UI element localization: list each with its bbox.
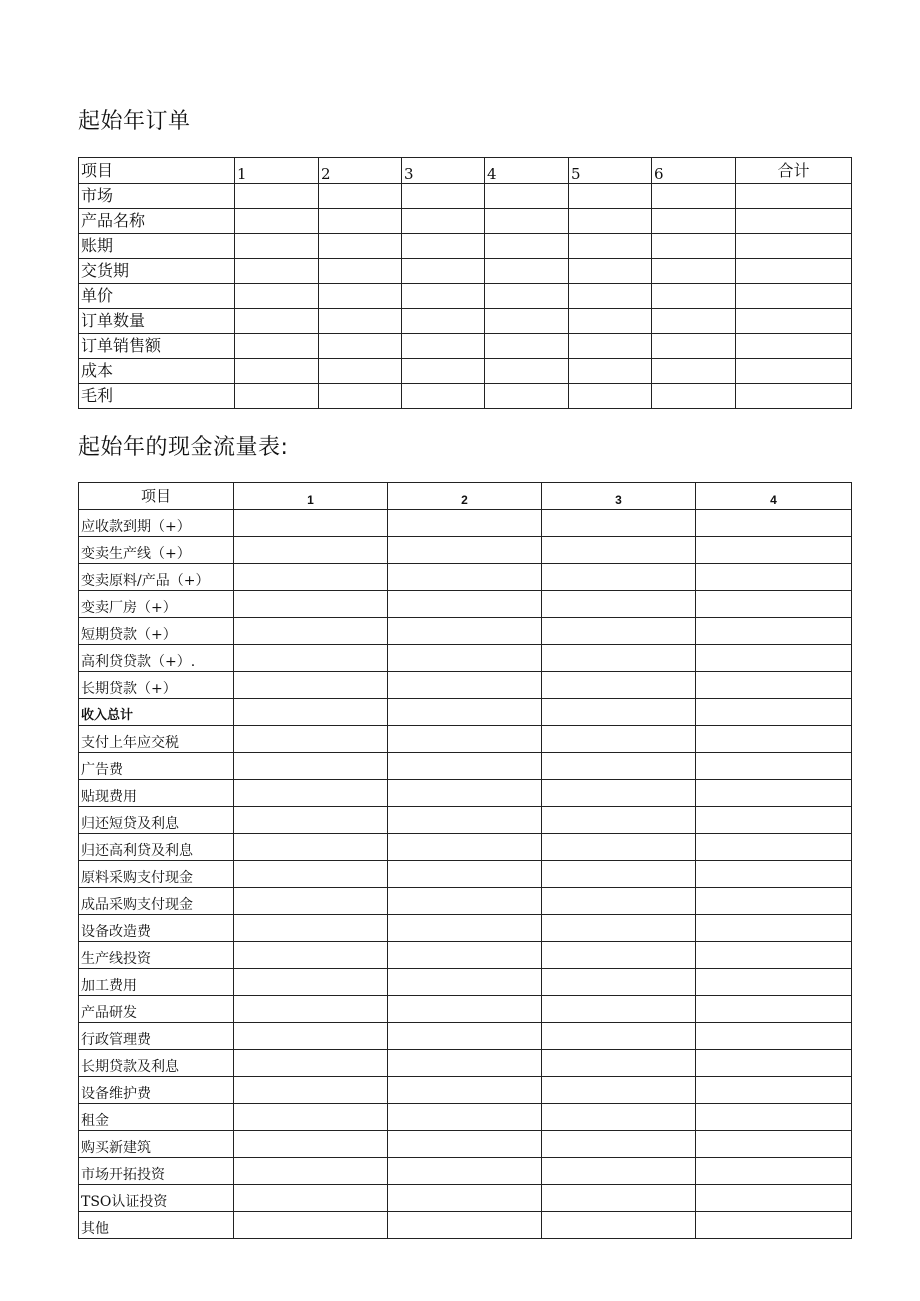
cash-row	[79, 672, 852, 699]
cash-cell[interactable]	[696, 510, 852, 537]
cash-cell[interactable]	[388, 969, 542, 996]
cash-cell[interactable]	[542, 996, 696, 1023]
cash-cell[interactable]	[388, 780, 542, 807]
cash-cell[interactable]	[542, 888, 696, 915]
cash-row	[79, 780, 852, 807]
cash-cell[interactable]	[542, 1212, 696, 1239]
order-row-label: 交货期	[79, 259, 235, 284]
order-cell[interactable]	[652, 359, 736, 384]
cash-cell[interactable]	[542, 618, 696, 645]
order-cell[interactable]	[652, 209, 736, 234]
order-row	[79, 184, 852, 209]
cash-cell[interactable]	[234, 618, 388, 645]
cash-row	[79, 591, 852, 618]
order-header-col-1: 1	[235, 158, 319, 184]
cash-row-label: 成品采购支付现金	[79, 888, 234, 915]
order-cell[interactable]	[736, 334, 852, 359]
order-cell[interactable]	[569, 284, 652, 309]
cash-cell[interactable]	[388, 1212, 542, 1239]
order-cell[interactable]	[319, 309, 402, 334]
order-cell[interactable]	[235, 309, 319, 334]
order-cell[interactable]	[402, 209, 485, 234]
cash-cell[interactable]	[234, 591, 388, 618]
order-cell[interactable]	[485, 384, 569, 409]
cash-row	[79, 618, 852, 645]
cash-row	[79, 1050, 852, 1077]
cash-cell[interactable]	[388, 591, 542, 618]
order-cell[interactable]	[319, 234, 402, 259]
cash-cell[interactable]	[542, 834, 696, 861]
cash-flow-table	[78, 482, 852, 1239]
order-cell[interactable]	[485, 334, 569, 359]
cash-cell[interactable]	[388, 510, 542, 537]
cash-cell[interactable]	[234, 1158, 388, 1185]
cash-row-label: 原料采购支付现金	[79, 861, 234, 888]
cash-row-label: 设备改造费	[79, 915, 234, 942]
order-header-col-2: 2	[319, 158, 402, 184]
cash-cell[interactable]	[388, 537, 542, 564]
cash-cell[interactable]	[542, 672, 696, 699]
cash-cell[interactable]	[388, 1131, 542, 1158]
cash-cell[interactable]	[542, 1050, 696, 1077]
cash-row	[79, 537, 852, 564]
order-row-label: 账期	[79, 234, 235, 259]
cash-header-row	[79, 483, 852, 510]
cash-row-label: 生产线投资	[79, 942, 234, 969]
cash-cell[interactable]	[234, 942, 388, 969]
cash-row	[79, 753, 852, 780]
order-cell[interactable]	[235, 384, 319, 409]
cash-cell[interactable]	[696, 537, 852, 564]
order-section-title: 起始年订单	[78, 109, 191, 134]
order-cell[interactable]	[652, 284, 736, 309]
cash-cell[interactable]	[696, 1023, 852, 1050]
cash-cell[interactable]	[388, 726, 542, 753]
cash-cell[interactable]	[542, 1185, 696, 1212]
cash-header-col-1: 1	[234, 483, 388, 510]
cash-cell[interactable]	[696, 672, 852, 699]
order-cell[interactable]	[319, 259, 402, 284]
cash-cell[interactable]	[696, 834, 852, 861]
cash-cell[interactable]	[542, 915, 696, 942]
cash-cell[interactable]	[388, 645, 542, 672]
cash-row-label: 短期贷款（+）	[79, 618, 234, 645]
order-cell[interactable]	[736, 359, 852, 384]
cash-cell[interactable]	[542, 1077, 696, 1104]
cash-cell[interactable]	[542, 942, 696, 969]
cash-row-label: 市场开拓投资	[79, 1158, 234, 1185]
order-cell[interactable]	[736, 384, 852, 409]
cash-row	[79, 1131, 852, 1158]
order-cell[interactable]	[736, 259, 852, 284]
cash-cell[interactable]	[234, 807, 388, 834]
order-cell[interactable]	[235, 209, 319, 234]
order-cell[interactable]	[485, 359, 569, 384]
cash-row	[79, 996, 852, 1023]
cash-cell[interactable]	[696, 1077, 852, 1104]
cash-row-label: 高利贷贷款（+）.	[79, 645, 234, 672]
order-cell[interactable]	[485, 184, 569, 209]
order-row-label: 毛利	[79, 384, 235, 409]
cash-row	[79, 888, 852, 915]
cash-header-item: 项目	[79, 483, 234, 510]
cash-cell[interactable]	[542, 1158, 696, 1185]
order-cell[interactable]	[402, 309, 485, 334]
cash-cell[interactable]	[696, 618, 852, 645]
order-cell[interactable]	[485, 259, 569, 284]
order-row	[79, 259, 852, 284]
cash-cell[interactable]	[542, 753, 696, 780]
cash-row	[79, 510, 852, 537]
cash-cell[interactable]	[234, 537, 388, 564]
cash-cell[interactable]	[388, 834, 542, 861]
cash-cell[interactable]	[696, 726, 852, 753]
cash-cell[interactable]	[234, 969, 388, 996]
order-row-label: 订单数量	[79, 309, 235, 334]
cash-row-label: TSO认证投资	[79, 1185, 234, 1212]
cash-cell[interactable]	[388, 1077, 542, 1104]
cash-cell[interactable]	[234, 645, 388, 672]
order-cell[interactable]	[235, 284, 319, 309]
cash-cell[interactable]	[542, 780, 696, 807]
order-cell[interactable]	[569, 209, 652, 234]
cash-row-label: 行政管理费	[79, 1023, 234, 1050]
cash-cell[interactable]	[388, 699, 542, 726]
cash-cell[interactable]	[542, 510, 696, 537]
cash-cell[interactable]	[234, 888, 388, 915]
order-table	[78, 157, 852, 409]
order-cell[interactable]	[485, 309, 569, 334]
cash-row	[79, 861, 852, 888]
cash-cell[interactable]	[234, 1023, 388, 1050]
cash-row-label: 应收款到期（+）	[79, 510, 234, 537]
cash-cell[interactable]	[696, 1185, 852, 1212]
cash-cell[interactable]	[542, 807, 696, 834]
order-cell[interactable]	[319, 284, 402, 309]
order-cell[interactable]	[569, 259, 652, 284]
order-cell[interactable]	[235, 184, 319, 209]
cash-row	[79, 969, 852, 996]
cash-cell[interactable]	[542, 726, 696, 753]
cash-row-label: 变卖厂房（+）	[79, 591, 234, 618]
cash-cell[interactable]	[696, 942, 852, 969]
order-row	[79, 359, 852, 384]
cash-row	[79, 834, 852, 861]
order-cell[interactable]	[319, 334, 402, 359]
order-cell[interactable]	[319, 184, 402, 209]
cash-cell[interactable]	[696, 1131, 852, 1158]
cash-cell[interactable]	[542, 564, 696, 591]
cash-cell[interactable]	[696, 1212, 852, 1239]
cash-cell[interactable]	[696, 564, 852, 591]
cash-cell[interactable]	[696, 1104, 852, 1131]
cash-cell[interactable]	[696, 915, 852, 942]
order-cell[interactable]	[319, 384, 402, 409]
order-cell[interactable]	[736, 234, 852, 259]
cash-cell[interactable]	[234, 699, 388, 726]
cash-row-label: 设备维护费	[79, 1077, 234, 1104]
order-header-col-3: 3	[402, 158, 485, 184]
order-row-label: 单价	[79, 284, 235, 309]
cash-cell[interactable]	[234, 996, 388, 1023]
cash-cell[interactable]	[696, 753, 852, 780]
cash-row	[79, 1077, 852, 1104]
cash-cell[interactable]	[388, 753, 542, 780]
cash-cell[interactable]	[388, 942, 542, 969]
order-header-col-4: 4	[485, 158, 569, 184]
cash-cell[interactable]	[542, 537, 696, 564]
cash-row-label: 长期贷款（+）	[79, 672, 234, 699]
cash-row	[79, 1023, 852, 1050]
order-header-col-5: 5	[569, 158, 652, 184]
cash-row	[79, 645, 852, 672]
order-cell[interactable]	[485, 209, 569, 234]
order-cell[interactable]	[652, 234, 736, 259]
cash-cell[interactable]	[696, 888, 852, 915]
cash-row	[79, 564, 852, 591]
order-row	[79, 234, 852, 259]
cash-cell[interactable]	[234, 510, 388, 537]
cash-cell[interactable]	[542, 969, 696, 996]
cash-row-label: 长期贷款及利息	[79, 1050, 234, 1077]
order-row-label: 订单销售额	[79, 334, 235, 359]
cash-cell[interactable]	[388, 1104, 542, 1131]
cash-cell[interactable]	[388, 1185, 542, 1212]
cash-row-label: 归还短贷及利息	[79, 807, 234, 834]
cash-row	[79, 1212, 852, 1239]
cash-cell[interactable]	[388, 1050, 542, 1077]
order-row	[79, 309, 852, 334]
cash-row	[79, 1104, 852, 1131]
order-header-item: 项目	[79, 158, 235, 184]
cash-row	[79, 1158, 852, 1185]
cash-cell[interactable]	[696, 780, 852, 807]
order-header-total: 合计	[736, 158, 852, 184]
order-row	[79, 334, 852, 359]
order-cell[interactable]	[569, 334, 652, 359]
cash-cell[interactable]	[234, 915, 388, 942]
cash-row-label: 租金	[79, 1104, 234, 1131]
order-cell[interactable]	[736, 284, 852, 309]
order-cell[interactable]	[235, 334, 319, 359]
cash-row-label: 支付上年应交税	[79, 726, 234, 753]
cash-cell[interactable]	[542, 1131, 696, 1158]
order-cell[interactable]	[652, 309, 736, 334]
order-cell[interactable]	[485, 284, 569, 309]
cash-cell[interactable]	[542, 591, 696, 618]
cash-cell[interactable]	[234, 780, 388, 807]
order-row	[79, 284, 852, 309]
cash-cell[interactable]	[234, 1185, 388, 1212]
cash-cell[interactable]	[696, 861, 852, 888]
cash-header-col-3: 3	[542, 483, 696, 510]
cash-cell[interactable]	[542, 645, 696, 672]
cash-cell[interactable]	[234, 1104, 388, 1131]
order-cell[interactable]	[402, 234, 485, 259]
order-row	[79, 209, 852, 234]
order-cell[interactable]	[569, 359, 652, 384]
cash-cell[interactable]	[388, 861, 542, 888]
cash-cell[interactable]	[696, 591, 852, 618]
order-cell[interactable]	[569, 234, 652, 259]
cash-row-label: 收入总计	[79, 699, 234, 726]
cash-cell[interactable]	[542, 1104, 696, 1131]
cash-cell[interactable]	[696, 996, 852, 1023]
cash-row-label: 归还高利贷及利息	[79, 834, 234, 861]
order-cell[interactable]	[652, 384, 736, 409]
order-cell[interactable]	[235, 359, 319, 384]
cash-cell[interactable]	[696, 1158, 852, 1185]
order-cell[interactable]	[736, 309, 852, 334]
cash-cell[interactable]	[234, 726, 388, 753]
order-cell[interactable]	[319, 209, 402, 234]
order-row-label: 市场	[79, 184, 235, 209]
cash-cell[interactable]	[234, 1212, 388, 1239]
cash-section-title: 起始年的现金流量表:	[78, 435, 289, 460]
cash-cell[interactable]	[234, 564, 388, 591]
order-cell[interactable]	[485, 234, 569, 259]
cash-row-label: 产品研发	[79, 996, 234, 1023]
cash-cell[interactable]	[542, 861, 696, 888]
cash-cell[interactable]	[696, 645, 852, 672]
order-cell[interactable]	[569, 184, 652, 209]
cash-cell[interactable]	[542, 1023, 696, 1050]
cash-row-label: 加工费用	[79, 969, 234, 996]
cash-cell[interactable]	[542, 699, 696, 726]
cash-cell[interactable]	[696, 969, 852, 996]
cash-cell[interactable]	[696, 699, 852, 726]
order-cell[interactable]	[235, 259, 319, 284]
order-cell[interactable]	[652, 259, 736, 284]
order-cell[interactable]	[402, 334, 485, 359]
order-cell[interactable]	[652, 334, 736, 359]
order-header-col-6: 6	[652, 158, 736, 184]
cash-cell[interactable]	[388, 564, 542, 591]
cash-cell[interactable]	[388, 996, 542, 1023]
cash-cell[interactable]	[234, 834, 388, 861]
order-cell[interactable]	[736, 209, 852, 234]
order-cell[interactable]	[402, 259, 485, 284]
order-cell[interactable]	[402, 384, 485, 409]
cash-row	[79, 942, 852, 969]
cash-row	[79, 807, 852, 834]
cash-row	[79, 915, 852, 942]
order-cell[interactable]	[652, 184, 736, 209]
cash-cell[interactable]	[388, 888, 542, 915]
cash-row-label: 其他	[79, 1212, 234, 1239]
cash-row-label: 变卖生产线（+）	[79, 537, 234, 564]
order-cell[interactable]	[402, 359, 485, 384]
cash-cell[interactable]	[234, 861, 388, 888]
cash-row-label: 变卖原料/产品（+）	[79, 564, 234, 591]
cash-cell[interactable]	[388, 1023, 542, 1050]
order-cell[interactable]	[319, 359, 402, 384]
order-cell[interactable]	[736, 184, 852, 209]
cash-cell[interactable]	[696, 807, 852, 834]
cash-row-label: 购买新建筑	[79, 1131, 234, 1158]
order-cell[interactable]	[402, 184, 485, 209]
cash-cell[interactable]	[388, 807, 542, 834]
order-cell[interactable]	[235, 234, 319, 259]
cash-cell[interactable]	[388, 618, 542, 645]
cash-row-label: 贴现费用	[79, 780, 234, 807]
order-row-label: 成本	[79, 359, 235, 384]
cash-row	[79, 1185, 852, 1212]
cash-row	[79, 699, 852, 726]
cash-header-col-2: 2	[388, 483, 542, 510]
cash-cell[interactable]	[388, 672, 542, 699]
order-row-label: 产品名称	[79, 209, 235, 234]
cash-cell[interactable]	[234, 672, 388, 699]
order-cell[interactable]	[569, 384, 652, 409]
cash-cell[interactable]	[234, 1131, 388, 1158]
cash-cell[interactable]	[234, 1050, 388, 1077]
cash-cell[interactable]	[234, 753, 388, 780]
order-header-row	[79, 158, 852, 184]
cash-header-col-4: 4	[696, 483, 852, 510]
order-cell[interactable]	[402, 284, 485, 309]
cash-cell[interactable]	[388, 915, 542, 942]
cash-row-label: 广告费	[79, 753, 234, 780]
cash-row	[79, 726, 852, 753]
cash-cell[interactable]	[234, 1077, 388, 1104]
order-row	[79, 384, 852, 409]
cash-cell[interactable]	[696, 1050, 852, 1077]
cash-cell[interactable]	[388, 1158, 542, 1185]
order-cell[interactable]	[569, 309, 652, 334]
